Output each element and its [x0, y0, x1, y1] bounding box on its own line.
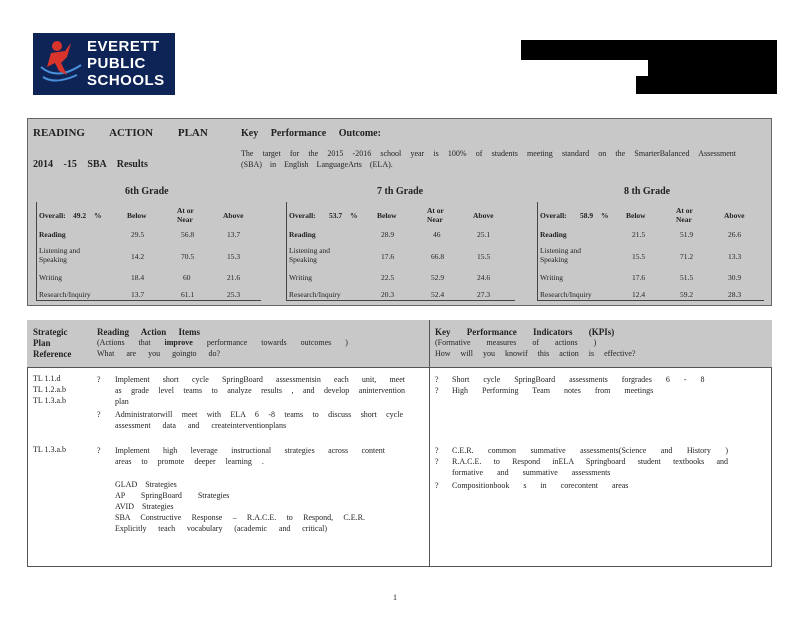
- sub-bold: improve: [164, 338, 193, 347]
- action-item-line: Administratorwill meet with ELA 6 -8 teams to discuss short cycle: [115, 410, 403, 419]
- value-cell: 13.3: [728, 252, 742, 261]
- value-cell: 18.4: [131, 273, 145, 282]
- value-cell: 28.9: [381, 230, 395, 239]
- value-cell: 17.6: [381, 252, 395, 261]
- strategy-item: GLAD Strategies: [115, 480, 177, 489]
- action-item-line: areas to promote deeper learning .: [115, 457, 264, 466]
- value-cell: 12.4: [632, 290, 646, 299]
- value-cell: 61.1: [181, 290, 195, 299]
- value-cell: 52.9: [431, 273, 445, 282]
- strategy-item: AVID Strategies: [115, 502, 174, 511]
- col-above: Above: [724, 211, 745, 220]
- action-item-line: assessment data and createinterventionplans: [115, 421, 287, 430]
- header-plan: Plan: [33, 338, 51, 348]
- col-at-or-near: At or Near: [177, 206, 194, 224]
- overall-label: Overall:: [540, 211, 567, 220]
- col-at-or-near: At or Near: [427, 206, 444, 224]
- col-above: Above: [473, 211, 494, 220]
- grade-8-title: 8 th Grade: [624, 186, 671, 197]
- ref-tl: TL 1.2.a.b: [33, 385, 67, 394]
- col-below: Below: [127, 211, 147, 220]
- action-item-line: plan: [115, 397, 129, 406]
- row-label: Reading: [540, 230, 567, 239]
- header-strategic: Strategic: [33, 327, 68, 337]
- overall-value: 49.2 %: [73, 211, 102, 220]
- action-item-line: Implement high leverage instructional strategies across content: [115, 446, 385, 455]
- sub-pre: (Actions that: [97, 338, 165, 347]
- row-label: Research/Inquiry: [39, 290, 91, 299]
- row-label: Listening and Speaking: [540, 246, 582, 264]
- kpi-line: High Performing Team notes from meetings: [452, 386, 654, 395]
- grade-6-table: [36, 202, 261, 301]
- kpo-text-line2: (SBA) in English LanguageArts (ELA).: [241, 160, 393, 169]
- col-at-or-near: At or Near: [676, 206, 693, 224]
- overall-value: 53.7 %: [329, 211, 358, 220]
- header-actions-sub: [97, 338, 348, 348]
- plan-title: READING ACTION PLAN: [33, 127, 208, 139]
- value-cell: 15.5: [632, 252, 646, 261]
- row-label: Research/Inquiry: [540, 290, 592, 299]
- ref-tl: TL 1.3.a.b: [33, 396, 67, 405]
- strategy-item: AP SpringBoard Strategies: [115, 491, 230, 500]
- grade-7-table: [286, 202, 515, 301]
- grade-6-title: 6th Grade: [125, 186, 169, 197]
- row-label: Listening and Speaking: [289, 246, 331, 264]
- value-cell: 51.9: [680, 230, 694, 239]
- ref-tl: TL 1.1.d: [33, 374, 61, 383]
- kpi-line: Compositionbook s in corecontent areas: [452, 481, 629, 490]
- value-cell: 26.6: [728, 230, 742, 239]
- bullet: ?: [97, 446, 101, 455]
- row-label: Reading: [289, 230, 316, 239]
- value-cell: 22.5: [381, 273, 395, 282]
- row-label: Writing: [289, 273, 313, 282]
- value-cell: 66.8: [431, 252, 445, 261]
- kpi-line: C.E.R. common summative assessments(Science and History ): [452, 446, 728, 455]
- value-cell: 56.8: [181, 230, 195, 239]
- header-what-todo: What are you goingto do?: [97, 349, 221, 358]
- logo-line-1: EVERETT: [87, 38, 160, 55]
- kpi-line: R.A.C.E. to Respond inELA Springboard student textbooks and: [452, 457, 728, 466]
- bullet: ?: [97, 410, 101, 419]
- value-cell: 25.3: [227, 290, 241, 299]
- row-label: Writing: [540, 273, 564, 282]
- value-cell: 70.5: [181, 252, 195, 261]
- value-cell: 27.3: [477, 290, 491, 299]
- value-cell: 21.6: [227, 273, 241, 282]
- value-cell: 52.4: [431, 290, 445, 299]
- row-label: Research/Inquiry: [289, 290, 341, 299]
- everett-schools-logo: [33, 33, 175, 95]
- value-cell: 30.9: [728, 273, 742, 282]
- column-divider: [429, 320, 430, 567]
- bullet: ?: [435, 481, 439, 490]
- strategy-item: Explicitly teach vocabulary (academic and critical): [115, 524, 327, 533]
- kpi-line: formative and summative assessments: [452, 468, 611, 477]
- bullet: ?: [435, 386, 439, 395]
- kpo-label: Key Performance Outcome:: [241, 128, 381, 139]
- bullet: ?: [435, 375, 439, 384]
- value-cell: 51.5: [680, 273, 694, 282]
- bullet: ?: [435, 446, 439, 455]
- header-kpis: Key Performance Indicators (KPIs): [435, 327, 615, 337]
- value-cell: 15.3: [227, 252, 241, 261]
- strategy-item: SBA Constructive Response – R.A.C.E. to Respond, C.E.R.: [115, 513, 365, 522]
- value-cell: 25.1: [477, 230, 491, 239]
- value-cell: 28.3: [728, 290, 742, 299]
- overall-value: 58.9 %: [580, 211, 609, 220]
- sub-post: performance towards outcomes ): [192, 338, 348, 347]
- ref-tl: TL 1.3.a.b: [33, 445, 67, 454]
- col-below: Below: [626, 211, 646, 220]
- redacted-block-3: [636, 76, 777, 94]
- redacted-block-1: [521, 40, 777, 60]
- logo-figure-icon: [37, 37, 85, 91]
- value-cell: 17.6: [632, 273, 646, 282]
- grade-7-title: 7 th Grade: [377, 186, 424, 197]
- logo-wordmark: [87, 38, 165, 89]
- value-cell: 24.6: [477, 273, 491, 282]
- header-action-items: Reading Action Items: [97, 327, 200, 337]
- overall-label: Overall:: [39, 211, 66, 220]
- kpo-text-line1: The target for the 2015 -2016 school year is 100% of students meeting standard on the SmarterBalanced Assessment: [241, 149, 736, 158]
- redacted-block-2: [648, 58, 777, 78]
- col-above: Above: [223, 211, 244, 220]
- row-label: Writing: [39, 273, 63, 282]
- row-label: Listening and Speaking: [39, 246, 81, 264]
- value-cell: 15.5: [477, 252, 491, 261]
- header-formative: (Formative measures of actions ): [435, 338, 597, 347]
- col-below: Below: [377, 211, 397, 220]
- bullet: ?: [97, 375, 101, 384]
- logo-line-3: SCHOOLS: [87, 72, 165, 89]
- sba-results-label: 2014 -15 SBA Results: [33, 159, 148, 170]
- header-reference: Reference: [33, 349, 72, 359]
- value-cell: 14.2: [131, 252, 145, 261]
- row-label: Reading: [39, 230, 66, 239]
- kpi-line: Short cycle SpringBoard assessments forgrades 6 - 8: [452, 375, 705, 384]
- grade-8-table: [537, 202, 764, 301]
- value-cell: 60: [183, 273, 191, 282]
- logo-line-2: PUBLIC: [87, 55, 146, 72]
- value-cell: 71.2: [680, 252, 694, 261]
- page-number: 1: [393, 593, 397, 602]
- overall-label: Overall:: [289, 211, 316, 220]
- value-cell: 29.5: [131, 230, 145, 239]
- value-cell: 13.7: [131, 290, 145, 299]
- bullet: ?: [435, 457, 439, 466]
- action-item-line: as grade level teams to analyze results , and develop anintervention: [115, 386, 405, 395]
- value-cell: 13.7: [227, 230, 241, 239]
- value-cell: 59.2: [680, 290, 694, 299]
- header-how-know: How will you knowif this action is effective?: [435, 349, 636, 358]
- action-item-line: Implement short cycle SpringBoard assessmentsin each unit, meet: [115, 375, 405, 384]
- value-cell: 46: [433, 230, 441, 239]
- value-cell: 20.3: [381, 290, 395, 299]
- value-cell: 21.5: [632, 230, 646, 239]
